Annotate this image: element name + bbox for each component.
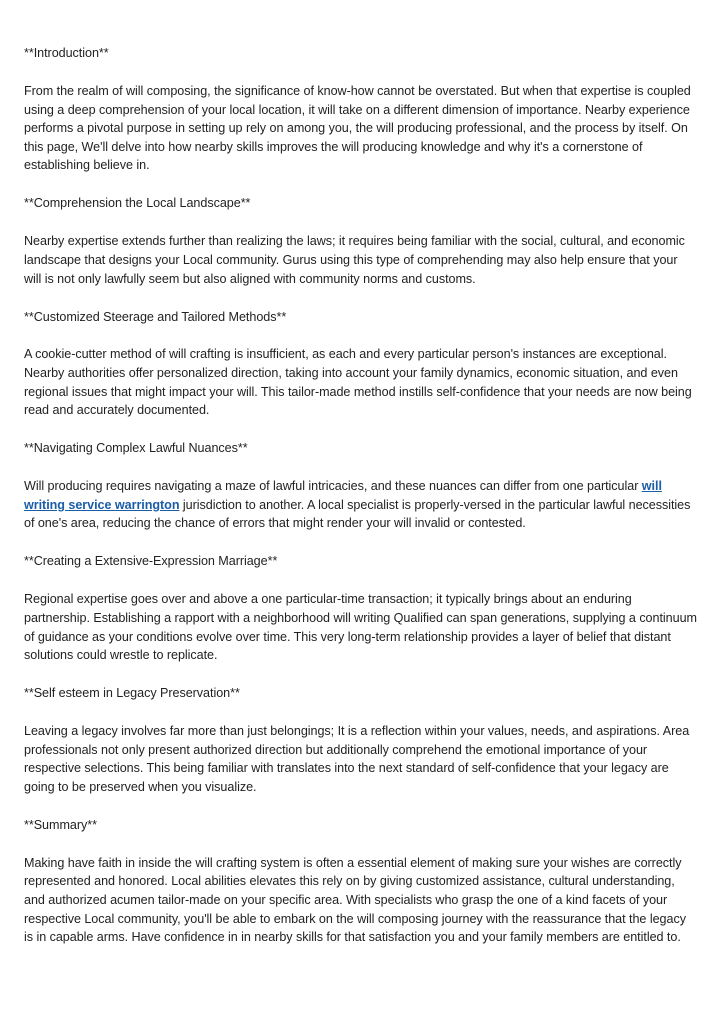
- section-heading-local-landscape: **Comprehension the Local Landscape**: [24, 196, 251, 211]
- section-heading-long-term-relationship: **Creating a Extensive-Expression Marriage**: [24, 554, 278, 569]
- paragraph-text-before-link: Will producing requires navigating a maze of lawful intricacies, and these nuances can differ from one particular: [24, 479, 642, 494]
- will-writing-service-link[interactable]: will writing service warrington: [24, 479, 662, 512]
- section-paragraph-local-landscape: Nearby expertise extends further than realizing the laws; it requires being familiar with the social, cultural, and economic landscape that designs your Local community. Gurus using this type of comprehending may also help ensure that your will is not only lawfully seem but also aligned with community norms and customs.: [24, 234, 685, 286]
- paragraph-text-after-link: jurisdiction to another. A local specialist is properly-versed in the particular lawful necessities of one's area, reducing the chance of errors that might render your will invalid or contested.: [24, 497, 691, 531]
- section-heading-lawful-nuances: **Navigating Complex Lawful Nuances**: [24, 441, 248, 456]
- section-heading-legacy-preservation: **Self esteem in Legacy Preservation**: [24, 686, 240, 701]
- section-paragraph-summary: Making have faith in inside the will crafting system is often a essential element of making sure your wishes are correctly represented and honored. Local abilities elevates this rely on by giving customized assistance, cultural understanding, and authorized acumen tailor-made on your specific area. With specialists who grasp the one of a kind facets of your respective Local community, you'll be able to embark on the will composing journey with the reassurance that the legacy is in capable arms. Have confidence in in nearby skills for that satisfaction you and your family members are entitled to.: [24, 855, 686, 945]
- section-heading-introduction: **Introduction**: [24, 46, 109, 60]
- section-paragraph-long-term-relationship: Regional expertise goes over and above a one particular-time transaction; it typically brings about an enduring partnership. Establishing a rapport with a neighborhood will writing Qualified can span generations, supplying a continuum of guidance as your conditions evolve over time. This very long-term relationship provides a layer of belief that distant solutions could wrestle to replicate.: [24, 592, 697, 663]
- section-heading-customized-steerage: **Customized Steerage and Tailored Methods**: [24, 309, 287, 324]
- article-body: [24, 44, 698, 966]
- section-paragraph-customized-steerage: A cookie-cutter method of will crafting is insufficient, as each and every particular person's instances are exceptional. Nearby authorities offer personalized direction, taking into account your family dynamics, economic situation, and even regional issues that might impact your will. This tailor-made method instills self-confidence that your needs are now being read and accurately documented.: [24, 347, 692, 418]
- section-paragraph-introduction: From the realm of will composing, the significance of know-how cannot be overstated. But when that expertise is coupled using a deep comprehension of your local location, it will take on a different dimension of importance. Nearby experience performs a pivotal purpose in setting up rely on among you, the will producing professional, and the process by itself. On this page, We'll delve into how nearby skills improves the will producing knowledge and why it's a cornerstone of establishing believe in.: [24, 83, 691, 173]
- section-paragraph-legacy-preservation: Leaving a legacy involves far more than just belongings; It is a reflection within your values, needs, and aspirations. Area professionals not only present authorized direction but additionally comprehend the emotional importance of your respective selections. This being familiar with translates into the next standard of self-confidence that your legacy are going to be preserved when you visualize.: [24, 724, 690, 794]
- section-heading-summary: **Summary**: [24, 817, 97, 832]
- section-paragraph-lawful-nuances: [24, 477, 698, 533]
